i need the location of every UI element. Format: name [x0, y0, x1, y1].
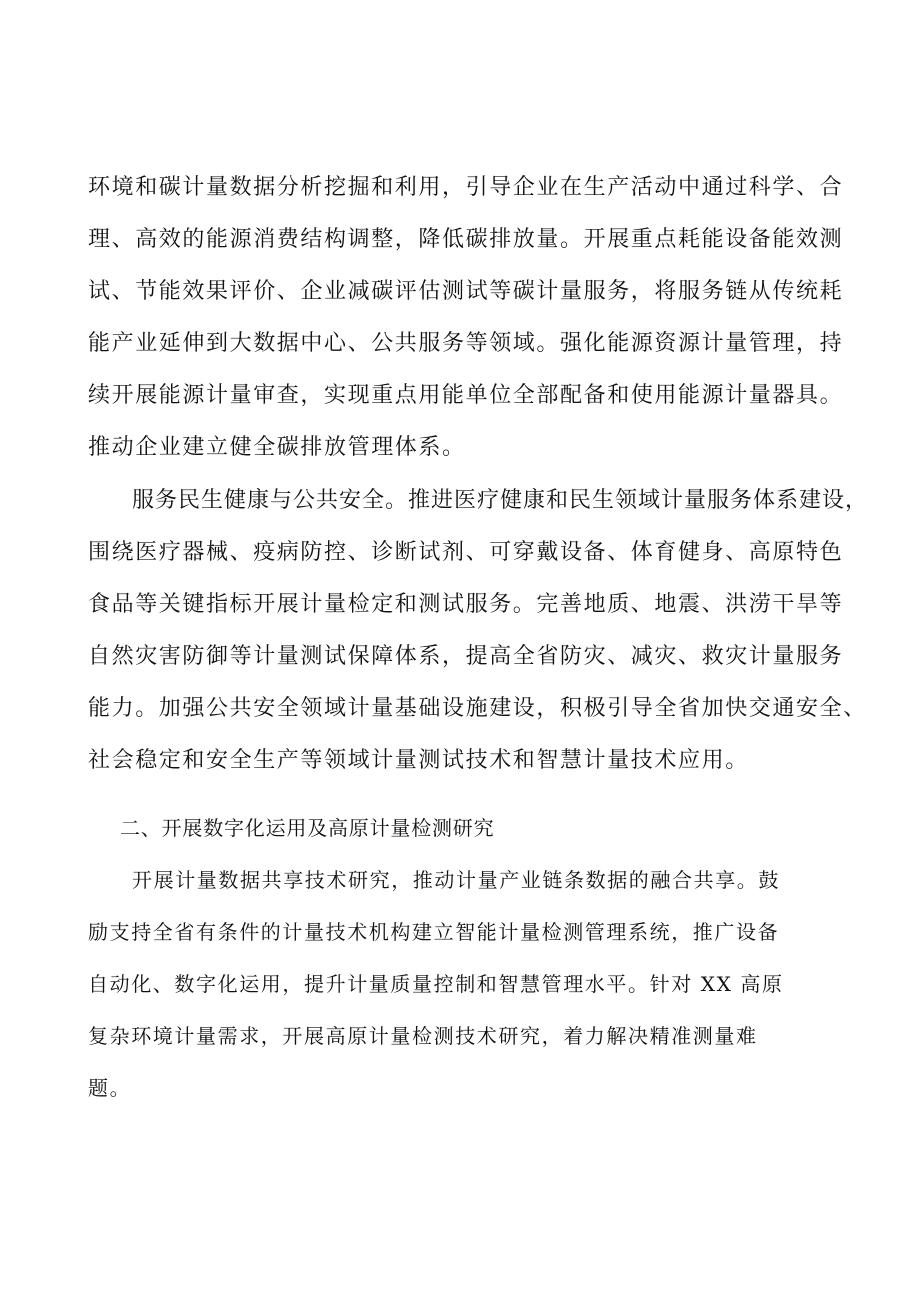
text-line: 理、高效的能源消费结构调整，降低碳排放量。开展重点耗能设备能效测: [88, 227, 844, 252]
text-line: 能力。加强公共安全领域计量基础设施建设，积极引导全省加快交通安全、: [88, 696, 867, 721]
text-line: 服务民生健康与公共安全。推进医疗健康和民生领域计量服务体系建设，: [132, 488, 869, 513]
text-line: 开展计量数据共享技术研究，推动计量产业链条数据的融合共享。鼓: [132, 868, 780, 892]
text-line: 推动企业建立健全碳排放管理体系。: [88, 435, 466, 460]
text-line: 题。: [88, 1076, 132, 1100]
section-heading: 二、开展数字化运用及高原计量检测研究: [120, 816, 495, 840]
text-line: 励支持全省有条件的计量技术机构建立智能计量检测管理系统，推广设备: [88, 920, 780, 944]
text-line: 环境和碳计量数据分析挖掘和利用，引导企业在生产活动中通过科学、合: [88, 175, 844, 200]
text-line: 复杂环境计量需求，开展高原计量检测技术研究，着力解决精准测量难: [88, 1024, 758, 1048]
text-line: 自动化、数字化运用，提升计量质量控制和智慧管理水平。针对 XX 高原: [88, 972, 784, 996]
text-line: 自然灾害防御等计量测试保障体系，提高全省防灾、减灾、救灾计量服务: [88, 644, 844, 669]
text-line: 食品等关键指标开展计量检定和测试服务。完善地质、地震、洪涝干旱等: [88, 592, 844, 617]
text-line: 围绕医疗器械、疫病防控、诊断试剂、可穿戴设备、体育健身、高原特色: [88, 540, 844, 565]
text-line: 试、节能效果评价、企业减碳评估测试等碳计量服务，将服务链从传统耗: [88, 279, 844, 304]
text-line: 续开展能源计量审查，实现重点用能单位全部配备和使用能源计量器具。: [88, 383, 844, 408]
text-line: 社会稳定和安全生产等领域计量测试技术和智慧计量技术应用。: [88, 748, 749, 773]
text-line: 能产业延伸到大数据中心、公共服务等领域。强化能源资源计量管理，持: [88, 331, 844, 356]
